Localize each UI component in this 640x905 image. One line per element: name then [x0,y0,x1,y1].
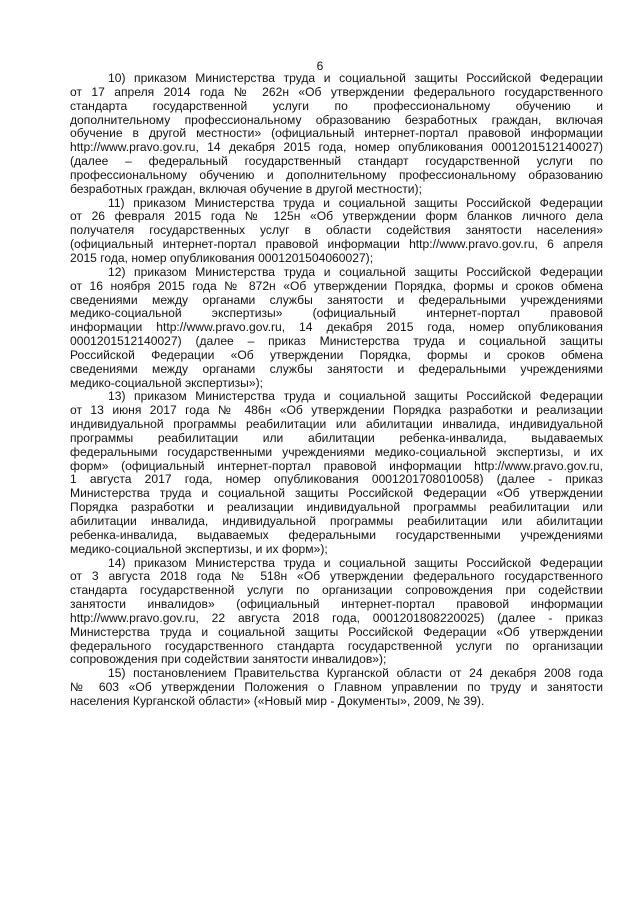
text-line: от 13 июня 2017 года № 486н «Об утверждении Порядка разработки и реализации [70,404,603,418]
text-line: сопровождения при содействии занятости инвалидов»); [70,653,387,667]
text-line: Порядка разработки и реализации индивидуальной программы реабилитации или [70,501,603,515]
text-line: федеральными государственными учреждениями медико-социальной экспертизы, и их [70,445,603,459]
text-line: индивидуальной программы реабилитации или абилитации инвалида, индивидуальной [70,418,603,432]
paragraph-item-11 [70,197,603,266]
paragraph-item-10 [70,72,603,197]
text-line: 10) приказом Министерства труда и социальной защиты Российской Федерации [108,72,603,85]
document-body [70,72,603,709]
paragraph-item-13 [70,390,603,556]
text-line: 2015 года, номер опубликования 0001201504060027); [70,251,374,265]
text-line: Министерства труда и социальной защиты Российской Федерации «Об утверждении [70,487,603,501]
text-line: населения Курганской области» («Новый мир - Документы», 2009, № 39). [70,694,485,708]
text-line: абилитации инвалида, индивидуальной программы реабилитации или абилитации [70,515,603,528]
text-line: получателя государственных услуг в области содействия занятости населения» [70,224,603,238]
text-line: от 26 февраля 2015 года № 125н «Об утверждении форм бланков личного дела [70,210,603,224]
text-line: № 603 «Об утверждении Положения о Главном управлении по труду и занятости [70,681,603,695]
text-line: http://www.pravo.gov.ru, 14 декабря 2015 года, номер опубликования 0001201512140027) [70,141,603,155]
text-line: 1 августа 2017 года, номер опубликования 0001201708010058) (далее - приказ [70,473,603,487]
text-line: федерального государственного стандарта государственной услуги по организации [70,639,603,653]
text-line: Министерства труда и социальной защиты Российской Федерации «Об утверждении [70,625,603,639]
text-line: профессиональному обучению и дополнительному профессиональному образованию [70,168,603,182]
text-line: от 16 ноября 2015 года № 872н «Об утверждении Порядка, формы и сроков обмена [70,279,603,293]
text-line: информации http://www.pravo.gov.ru, 14 декабря 2015 года, номер опубликования [70,321,603,335]
text-line: http://www.pravo.gov.ru, 22 августа 2018 года, 0001201808220025) (далее - приказ [70,611,603,625]
text-line: (официальный интернет-портал правовой информации http://www.pravo.gov.ru, 6 апреля [70,238,603,252]
text-line: медико-социальной экспертизы»); [70,376,263,390]
text-line: 11) приказом Министерства труда и социальной защиты Российской Федерации [108,196,603,210]
text-line: сведениями между органами службы занятости и федеральными учреждениями [70,362,603,376]
text-line: обучение в другой местности» (официальный интернет-портал правовой информации [70,127,603,141]
text-line: 15) постановлением Правительства Курганской области от 24 декабря 2008 года [108,667,603,681]
text-line: от 17 апреля 2014 года № 262н «Об утверждении федерального государственного [70,85,603,99]
text-line: (далее – федеральный государственный стандарт государственной услуги по [70,155,603,169]
text-line: стандарта государственной услуги по профессиональному обучению и [70,99,603,113]
paragraph-item-15 [70,667,603,709]
text-line: медико-социальной экспертизы» (официальный интернет-портал правовой [70,307,603,321]
text-line: сведениями между органами службы занятости и федеральными учреждениями [70,293,603,307]
paragraph-item-12 [70,266,603,391]
text-line: дополнительному профессиональному образованию безработных граждан, включая [70,113,603,127]
page-number: 6 [316,59,324,73]
paragraph-item-14 [70,557,603,668]
text-line: от 3 августа 2018 года № 518н «Об утверждении федерального государственного [70,570,603,584]
text-line: 0001201512140027) (далее – приказ Министерства труда и социальной защиты [70,335,603,349]
text-line: 12) приказом Министерства труда и социальной защиты Российской Федерации [108,265,603,279]
text-line: стандарта государственной услуги по организации сопровождения при содействии [70,584,603,598]
text-line: безработных граждан, включая обучение в другой местности); [70,182,422,196]
text-line: занятости инвалидов» (официальный интернет-портал правовой информации [70,598,603,612]
text-line: 14) приказом Министерства труда и социальной защиты Российской Федерации [108,556,603,570]
text-line: программы реабилитации или абилитации ребенка-инвалида, выдаваемых [70,431,603,445]
text-line: 13) приказом Министерства труда и социальной защиты Российской Федерации [108,390,603,404]
text-line: Российской Федерации «Об утверждении Порядка, формы и сроков обмена [70,348,603,362]
text-line: форм» (официальный интернет-портал правовой информации http://www.pravo.gov.ru, [70,459,603,473]
text-line: ребенка-инвалида, выдаваемых федеральными государственными учреждениями [70,528,603,542]
text-line: медико-социальной экспертизы, и их форм»); [70,542,328,556]
